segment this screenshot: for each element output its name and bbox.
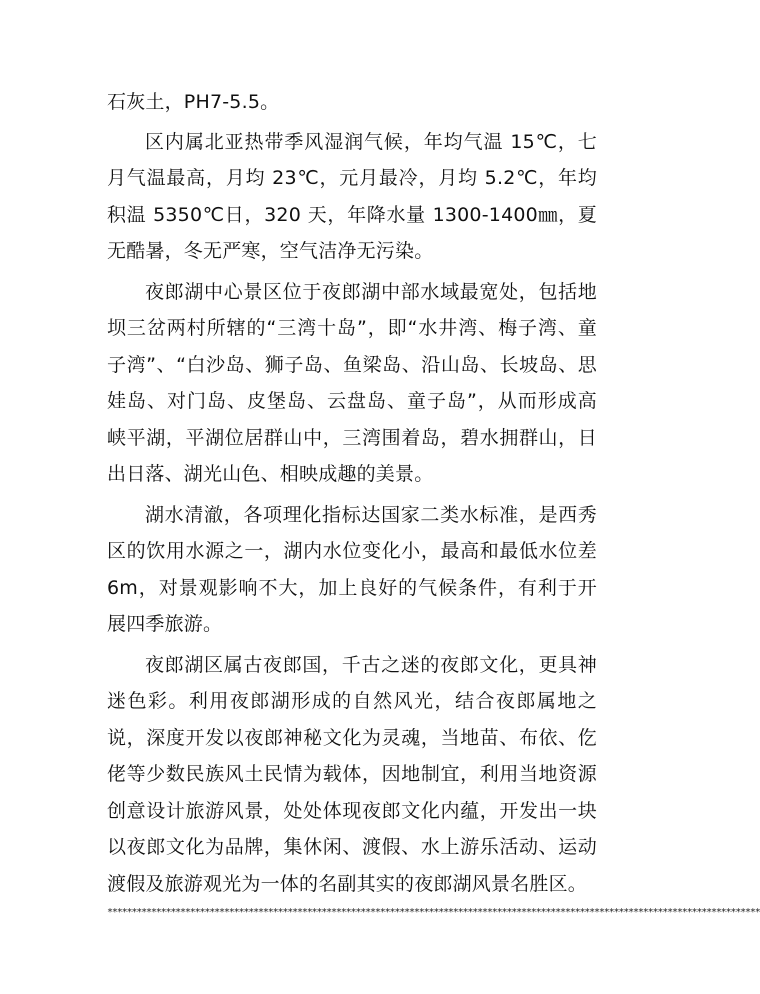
paragraph-soil-type: 石灰土，PH7-5.5。 — [107, 91, 280, 113]
paragraph-water-quality: 湖水清澈，各项理化指标达国家二类水标准，是西秀区的饮用水源之一，湖内水位变化小，最高和最低水位差 6m，对景观影响不大，加上良好的气候条件，有利于开展四季旅游。 — [107, 503, 597, 635]
document-body — [107, 84, 597, 906]
asterisk-divider: ************************************************************************************************************************************** — [107, 907, 760, 918]
paragraph-yelang-culture: 夜郎湖区属古夜郎国，千古之迷的夜郎文化，更具神迷色彩。利用夜郎湖形成的自然风光，结合夜郎属地之说，深度开发以夜郎神秘文化为灵魂，当地苗、布依、仡佬等少数民族风土民情为载体，因地制宜，利用当地资源创意设计旅游风景，处处体现夜郎文化内蕴，开发出一块以夜郎文化为品牌，集休闲、渡假、水上游乐活动、运动渡假及旅游观光为一体的名副其实的夜郎湖风景名胜区。 — [107, 653, 597, 895]
paragraph-central-scenic-area: 夜郎湖中心景区位于夜郎湖中部水域最宽处，包括地坝三岔两村所辖的“三湾十岛”，即“水井湾、梅子湾、童子湾”、“白沙岛、狮子岛、鱼梁岛、沿山岛、长坡岛、思娃岛、对门岛、皮堡岛、云盘岛、童子岛”，从而形成高峡平湖，平湖位居群山中，三湾围着岛，碧水拥群山，日出日落、湖光山色、相映成趣的美景。 — [107, 280, 597, 485]
paragraph-climate: 区内属北亚热带季风湿润气候，年均气温 15℃，七月气温最高，月均 23℃，元月最冷，月均 5.2℃，年均积温 5350℃日，320 天，年降水量 1300-1400㎜，夏无酷暑，冬无严寒，空气洁净无污染。 — [107, 130, 597, 262]
